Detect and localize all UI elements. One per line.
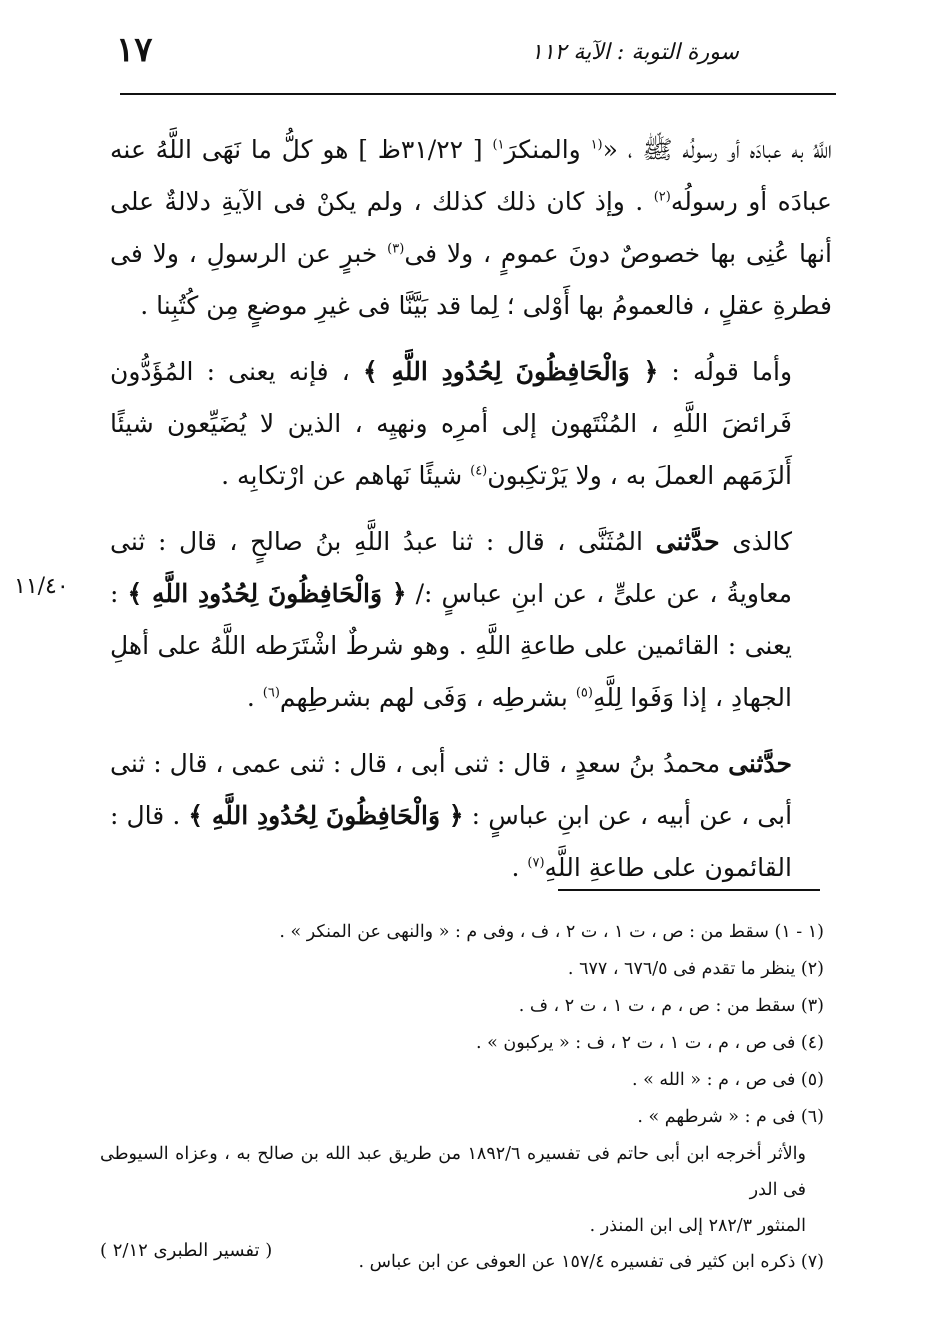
paragraph-3 bbox=[110, 516, 832, 724]
footnote-marker: (١ bbox=[590, 137, 603, 153]
text-run: . bbox=[246, 683, 255, 712]
footnote-2: (٢) ينظر ما تقدم فى ٦٧٦/٥ ، ٦٧٧ . bbox=[567, 959, 824, 979]
footnote-separator bbox=[558, 889, 820, 891]
footnotes bbox=[100, 914, 824, 1281]
footnote-marker: (٧) bbox=[527, 855, 545, 871]
text-run: ، « bbox=[602, 135, 633, 164]
footnote-6: (٦) فى م : « شرطهم » . bbox=[637, 1107, 824, 1127]
text-run: بشرطِه ، وَفَى لهم بشرطِهم bbox=[279, 683, 568, 712]
text-run: المُثَنَّى ، قال : ثنا عبدُ اللَّهِ بنُ صالحٍ ، قال : ثنى معاويةُ ، عن علىٍّ ، عن ابنِ عباسٍ :/ bbox=[110, 527, 792, 608]
footnote-marker: (٢) bbox=[653, 189, 671, 205]
footnote-4: (٤) فى ص ، م ، ت ١ ، ت ٢ ، ف : « يركبون » . bbox=[476, 1033, 824, 1053]
footnote-marker: (٥) bbox=[575, 685, 593, 701]
paragraph-4 bbox=[110, 738, 832, 894]
footnote-marker: ١) bbox=[492, 137, 505, 153]
text-run: ، فإنه يعنى : المُؤَدُّون فَرائضَ اللَّهِ ، المُنْتَهون إلى أمرِه ونهيِه ، الذين لا يُضَيِّعون شيئًا أَلزَمَهم العملَ به ، ولا يَرْتكِبون bbox=[110, 357, 792, 490]
manuscript-ref: [ ٣١/٢٢ظ ] bbox=[358, 135, 483, 164]
footnote-line: المنثور ٢٨٢/٣ إلى ابن المنذر . bbox=[589, 1216, 806, 1236]
isnad-keyword: حدَّثنى bbox=[655, 527, 720, 556]
paragraph-1 bbox=[110, 124, 832, 332]
text-run: شيئًا نَهاهم عن ارْتكابِه . bbox=[221, 461, 463, 490]
text-run: وأما قولُه : bbox=[671, 357, 793, 386]
footnote-marker: (٣) bbox=[387, 241, 405, 257]
text-run: والمنكرَ bbox=[504, 135, 581, 164]
isnad-keyword: حدَّثنى bbox=[728, 749, 793, 778]
quran-quote: ﴿ وَالْحَافِظُونَ لِحُدُودِ اللَّهِ ﴾ bbox=[127, 579, 407, 608]
paragraph-2 bbox=[110, 346, 832, 502]
text-run: اللَّهُ به عبادَه أو رسولُه bbox=[682, 135, 832, 164]
footnote-5: (٥) فى ص ، م : « الله » . bbox=[632, 1070, 824, 1090]
text-run: هو كلُّ ما نَهَى اللَّهُ عنه عبادَه أو رسولُه bbox=[110, 135, 832, 216]
text-run: محمدُ بنُ سعدٍ ، قال : ثنى أبى ، قال : ثنى عمى ، قال : ثنى أبى ، عن أبيه ، عن ابنِ عباسٍ : bbox=[110, 749, 793, 830]
header-rule bbox=[120, 93, 836, 95]
running-header-title: سورة التوبة : الآية ١١٢ bbox=[530, 40, 739, 65]
text-run: . قال : القائمون على طاعةِ اللَّهِ bbox=[110, 801, 792, 882]
footnote-marker: (٦) bbox=[262, 685, 280, 701]
text-run: . bbox=[511, 853, 520, 882]
footnote-3: (٣) سقط من : ص ، م ، ت ١ ، ت ٢ ، ف . bbox=[518, 996, 824, 1016]
text-run: : يعنى : القائمين على طاعةِ اللَّهِ . وهو شرطٌ اشْتَرَطه اللَّهُ على أهلِ الجهادِ ، إذا وَفَوا لِلَّهِ bbox=[110, 579, 792, 712]
text-run: خبرٍ عن الرسولِ ، ولا فى فطرةِ عقلٍ ، فالعمومُ بها أَوْلى ؛ لِما قد بَيَّنَّا فى غيرِ موضعٍ مِن كُتُبِنا . bbox=[110, 239, 832, 320]
page-number: ١٧ bbox=[116, 30, 153, 70]
quran-quote: ﴿ وَالْحَافِظُونَ لِحُدُودِ اللَّهِ ﴾ bbox=[362, 357, 659, 386]
quran-quote: ﴿ وَالْحَافِظُونَ لِحُدُودِ اللَّهِ ﴾ bbox=[188, 801, 464, 830]
footnote-line: والأثر أخرجه ابن أبى حاتم فى تفسيره ١٨٩٢/٦ من طريق عبد الله بن صالح به ، وعزاه السيوطى فى الدر bbox=[100, 1144, 806, 1200]
volume-reference: ( تفسير الطبرى ٢/١٢ ) bbox=[100, 1240, 273, 1261]
text-run: كالذى bbox=[732, 527, 793, 556]
margin-page-reference: ١١/٤٠ bbox=[14, 574, 69, 599]
text-run: . وإذ كان ذلك كذلك ، ولم يكنْ فى الآيةِ دلالةٌ على أنها عُنِى بها خصوصٌ دونَ عمومٍ ، ولا فى bbox=[110, 187, 833, 268]
body-text bbox=[110, 124, 832, 894]
salla-glyph: ﷺ bbox=[642, 135, 673, 164]
footnote-7: (٧) ذكره ابن كثير فى تفسيره ١٥٧/٤ عن العوفى عن ابن عباس . bbox=[358, 1252, 824, 1272]
footnote-6-continuation bbox=[100, 1136, 824, 1244]
footnote-1: (١ - ١) سقط من : ص ، ت ١ ، ت ٢ ، ف ، وفى م : « والنهى عن المنكر » . bbox=[279, 922, 824, 942]
footnote-marker: (٤) bbox=[470, 463, 488, 479]
